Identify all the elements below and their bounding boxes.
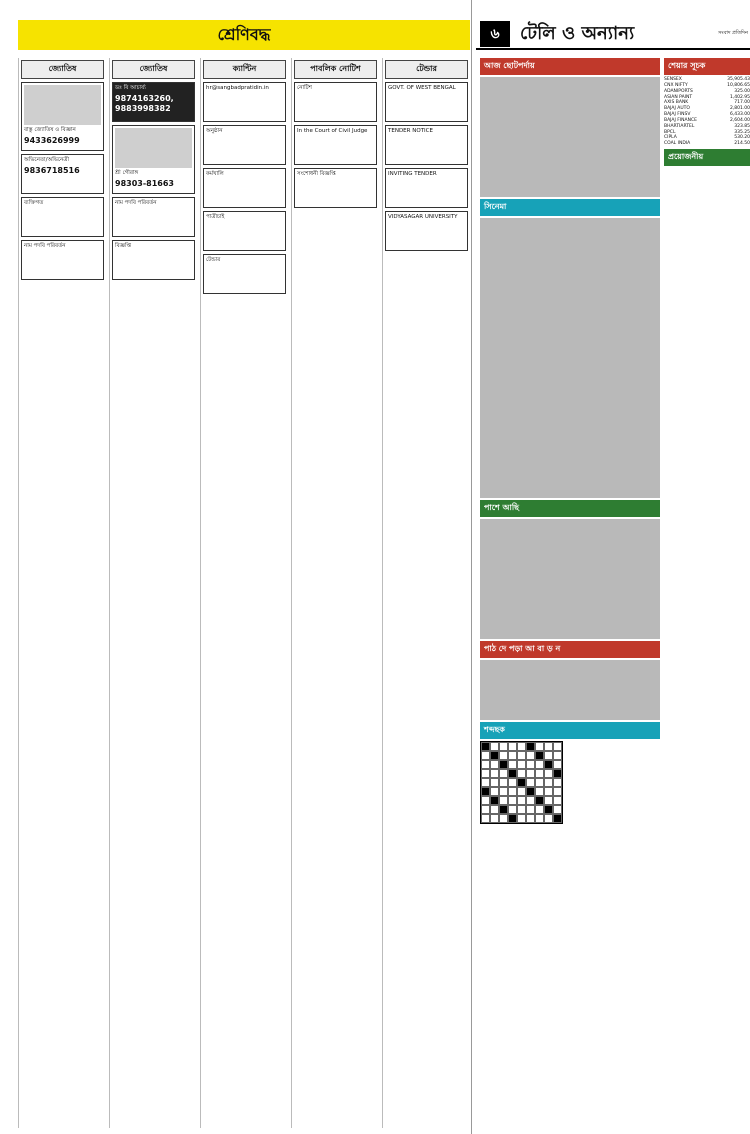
- crossword-cell: [544, 760, 553, 769]
- crossword-cell: [553, 814, 562, 823]
- stock-value: 2,801.00: [729, 106, 750, 112]
- crossword-cell: [499, 778, 508, 787]
- column-heading: পাবলিক নোটিশ: [294, 60, 377, 79]
- crossword-cell: [553, 778, 562, 787]
- tele-section: [476, 0, 750, 1134]
- crossword-cell: [526, 814, 535, 823]
- ad-text: ব্যক্তিগত: [24, 199, 44, 206]
- ad-block: [294, 125, 377, 165]
- stock-value: 717.00: [734, 100, 750, 106]
- ad-block: [112, 240, 195, 280]
- classified-columns: [18, 58, 470, 1128]
- column-5: [382, 58, 470, 1128]
- paper-date: সংবাদ প্রতিদিন: [718, 30, 748, 36]
- crossword-cell: [481, 787, 490, 796]
- crossword-cell: [535, 805, 544, 814]
- crossword-cell: [490, 751, 499, 760]
- ad-phone: 9874163260, 9883998382: [115, 93, 174, 113]
- crossword-cell: [517, 796, 526, 805]
- stock-row: [664, 141, 750, 147]
- crossword-cell: [517, 778, 526, 787]
- stock-value: 323.85: [734, 123, 750, 129]
- section-title: টেলি ও অন্যান্য: [520, 22, 635, 44]
- crossword-cell: [553, 751, 562, 760]
- column-1: [18, 58, 106, 1128]
- crossword-cell: [481, 751, 490, 760]
- crossword-cell: [535, 814, 544, 823]
- ad-text: অভিনেতা/অভিনেত্রী: [24, 156, 70, 163]
- crossword-cell: [508, 760, 517, 769]
- crossword-cell: [535, 751, 544, 760]
- ad-block: [203, 82, 286, 122]
- crossword-cell: [499, 796, 508, 805]
- crossword-cell: [508, 787, 517, 796]
- ad-text: নাম পদবি পরিবর্তন: [24, 242, 66, 249]
- ad-text: কর্মখালি: [206, 171, 224, 177]
- ad-text: ডঃ বি আচার্য্য: [115, 85, 146, 91]
- ad-text: বাস্তু জ্যোতিষ ও বিজ্ঞান: [24, 127, 76, 133]
- crossword-cell: [535, 769, 544, 778]
- ad-text: অনুষ্ঠান: [206, 128, 223, 134]
- crossword-cell: [490, 778, 499, 787]
- crossword-cell: [544, 787, 553, 796]
- column-heading: ক্যান্টিন: [203, 60, 286, 79]
- stock-value: 1,402.95: [729, 94, 750, 100]
- ad-block: [385, 82, 468, 122]
- crossword-cell: [517, 787, 526, 796]
- ad-phone: 9836718516: [24, 165, 80, 175]
- crossword-cell: [481, 778, 490, 787]
- stock-name: BAJAJ AUTO: [664, 106, 690, 112]
- ad-block: [21, 197, 104, 237]
- crossword-cell: [490, 742, 499, 751]
- crossword-cell: [553, 742, 562, 751]
- stock-value: 325.00: [734, 88, 750, 94]
- ad-text: নোটিশ: [297, 85, 312, 91]
- ad-phone: 98303-81663: [115, 178, 174, 188]
- tv-photo: [480, 77, 660, 197]
- subsection-heading: পাঠ দে পড়া আ বা ড় ন: [480, 641, 660, 658]
- market-column: [664, 56, 750, 1126]
- crossword-cell: [499, 769, 508, 778]
- ad-block: [21, 82, 104, 151]
- ad-text: বিজ্ঞপ্তি: [115, 242, 131, 249]
- crossword-cell: [499, 751, 508, 760]
- ad-block: [385, 168, 468, 208]
- ad-block: [203, 125, 286, 165]
- stock-value: 2,604.00: [729, 117, 750, 123]
- subsection-heading: আজ ছোটপর্দায়: [480, 58, 660, 75]
- crossword-cell: [544, 814, 553, 823]
- ad-block: [112, 197, 195, 237]
- ad-block: [21, 240, 104, 280]
- stock-list: [664, 89, 750, 147]
- stock-name: COAL INDIA: [664, 141, 691, 147]
- crossword-cell: [553, 787, 562, 796]
- column-heading: টেন্ডার: [385, 60, 468, 79]
- ad-block: [203, 211, 286, 251]
- crossword-cell: [535, 742, 544, 751]
- ad-text: hr@sangbadpratidin.in: [206, 85, 269, 91]
- ad-photo: [24, 85, 101, 125]
- crossword-cell: [517, 760, 526, 769]
- ad-block: [385, 125, 468, 165]
- ad-text: In the Court of Civil Judge: [297, 128, 368, 134]
- market-heading: শেয়ার সূচক: [664, 58, 750, 75]
- ad-block: [385, 211, 468, 251]
- crossword-cell: [481, 742, 490, 751]
- crossword-cell: [526, 787, 535, 796]
- crossword-cell: [517, 751, 526, 760]
- crossword-cell: [490, 805, 499, 814]
- classified-banner: শ্রেণিবদ্ধ: [18, 20, 470, 50]
- stock-name: AXIS BANK: [664, 100, 689, 106]
- crossword-cell: [526, 778, 535, 787]
- crossword-cell: [508, 796, 517, 805]
- ad-block: [112, 82, 195, 122]
- ad-block: [203, 254, 286, 294]
- ad-phone: 9433626999: [24, 135, 80, 145]
- stock-value: 214.50: [734, 141, 750, 147]
- sensex-value: 35,905.43: [727, 77, 750, 82]
- column-4: [291, 58, 379, 1128]
- column-2: [109, 58, 197, 1128]
- crossword-cell: [508, 805, 517, 814]
- crossword-cell: [508, 751, 517, 760]
- nifty-row: CNX NIFTY 10,806.65: [664, 82, 750, 88]
- ad-block: [294, 82, 377, 122]
- stock-name: BAJAJ FINANCE: [664, 117, 697, 123]
- ad-text: শ্রী গৌরাঙ্গ: [115, 170, 139, 176]
- ad-text: VIDYASAGAR UNIVERSITY: [388, 214, 458, 220]
- utility-heading: প্রয়োজনীয়: [664, 149, 750, 166]
- crossword-cell: [508, 742, 517, 751]
- stock-value: 335.25: [734, 129, 750, 135]
- column-3: [200, 58, 288, 1128]
- stock-name: CIPLA: [664, 135, 677, 141]
- crossword-cell: [517, 805, 526, 814]
- column-heading: জ্যোতিষ: [21, 60, 104, 79]
- stock-value: 6,433.00: [729, 112, 750, 118]
- section-header: [476, 20, 750, 50]
- stock-name: ASIAN PAINT: [664, 94, 693, 100]
- crossword-cell: [499, 787, 508, 796]
- crossword-cell: [490, 796, 499, 805]
- crossword-cell: [544, 796, 553, 805]
- subsection-heading: পাশে আছি: [480, 500, 660, 517]
- reading-panel: [480, 660, 660, 720]
- subsection-heading: শব্দছক: [480, 722, 660, 739]
- stock-name: ADANIPORTS: [664, 88, 693, 94]
- crossword-cell: [544, 805, 553, 814]
- crossword-cell: [481, 814, 490, 823]
- crossword-cell: [553, 805, 562, 814]
- crossword-cell: [490, 814, 499, 823]
- crossword-cell: [490, 787, 499, 796]
- stock-value: 530.20: [734, 135, 750, 141]
- crossword-cell: [481, 769, 490, 778]
- crossword-cell: [499, 760, 508, 769]
- crossword-cell: [526, 751, 535, 760]
- cinema-listing: [480, 218, 660, 498]
- crossword-cell: [508, 814, 517, 823]
- crossword-cell: [535, 760, 544, 769]
- feature-photo: [480, 519, 660, 639]
- ad-block: [21, 154, 104, 194]
- crossword-cell: [499, 742, 508, 751]
- crossword-cell: [553, 760, 562, 769]
- stock-name: BAJAJ FINSV: [664, 112, 691, 118]
- crossword-cell: [535, 778, 544, 787]
- crossword-cell: [544, 742, 553, 751]
- stock-name: BPCL: [664, 129, 676, 135]
- crossword-cell: [481, 805, 490, 814]
- column-heading: জ্যোতিষ: [112, 60, 195, 79]
- entertainment-column: [480, 56, 660, 1126]
- crossword-cell: [508, 769, 517, 778]
- crossword-cell: [499, 814, 508, 823]
- ad-block: [203, 168, 286, 208]
- sensex-row: SENSEX 35,905.43: [664, 77, 750, 82]
- crossword-cell: [526, 805, 535, 814]
- crossword-cell: [490, 769, 499, 778]
- crossword-cell: [553, 769, 562, 778]
- crossword-cell: [517, 769, 526, 778]
- nifty-value: 10,806.65: [727, 82, 750, 88]
- crossword-cell: [526, 760, 535, 769]
- crossword-cell: [544, 751, 553, 760]
- page-number: ৬: [480, 21, 510, 47]
- stock-name: BHARTIARTEL: [664, 123, 695, 129]
- ad-text: সংশোধনী বিজ্ঞপ্তি: [297, 171, 336, 177]
- crossword-cell: [499, 805, 508, 814]
- crossword-cell: [526, 769, 535, 778]
- ad-block: [294, 168, 377, 208]
- crossword-cell: [490, 760, 499, 769]
- ad-text: TENDER NOTICE: [388, 128, 433, 134]
- crossword-cell: [553, 796, 562, 805]
- ad-text: নাম পদবি পরিবর্তন: [115, 199, 157, 206]
- crossword-cell: [481, 796, 490, 805]
- crossword-cell: [526, 742, 535, 751]
- crossword-cell: [526, 796, 535, 805]
- ad-text: পাত্রীচাই: [206, 214, 225, 220]
- crossword-cell: [535, 787, 544, 796]
- ad-text: টেন্ডার: [206, 257, 221, 263]
- ad-text: GOVT. OF WEST BENGAL: [388, 85, 456, 91]
- crossword-grid: [480, 741, 563, 824]
- crossword-cell: [544, 769, 553, 778]
- crossword-cell: [517, 814, 526, 823]
- crossword-cell: [517, 742, 526, 751]
- crossword-cell: [481, 760, 490, 769]
- ad-photo: [115, 128, 192, 168]
- ad-block: [112, 125, 195, 194]
- crossword-cell: [508, 778, 517, 787]
- subsection-heading: সিনেমা: [480, 199, 660, 216]
- ad-text: INVITING TENDER: [388, 171, 437, 177]
- crossword-cell: [535, 796, 544, 805]
- crossword-cell: [544, 778, 553, 787]
